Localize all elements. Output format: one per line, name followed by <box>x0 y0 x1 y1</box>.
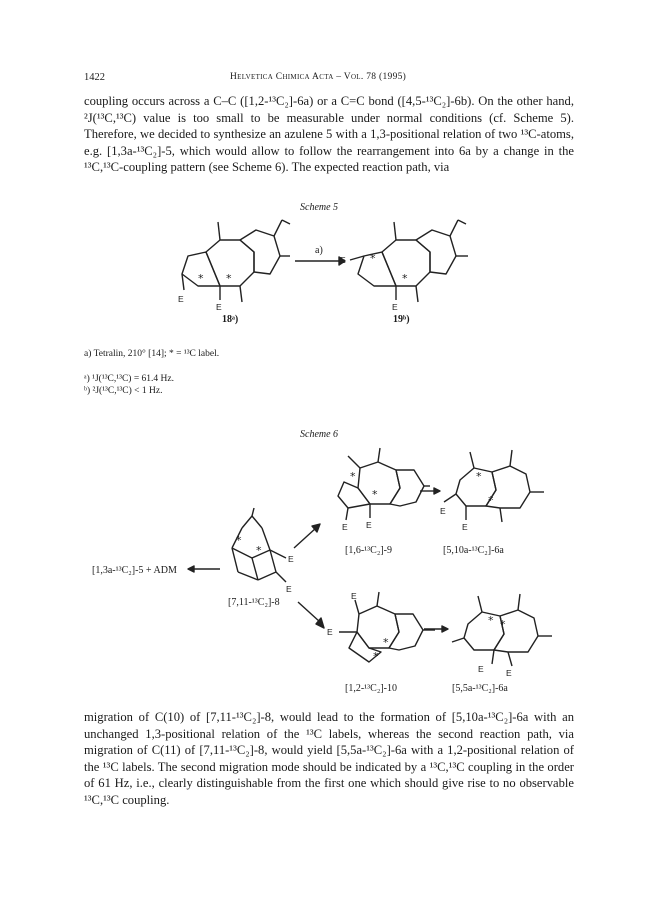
footnote-b: ᵇ) ²J(¹³C,¹³C) < 1 Hz. <box>84 386 163 396</box>
footnote-a: ᵃ) ¹J(¹³C,¹³C) = 61.4 Hz. <box>84 374 175 384</box>
label-star: * <box>198 272 204 285</box>
label-star: * <box>402 272 408 285</box>
label-star: * <box>488 614 494 627</box>
label-star: * <box>226 272 232 285</box>
page-number: 1422 <box>84 72 105 83</box>
structure-18 <box>170 210 290 315</box>
ester-label: E <box>340 255 346 265</box>
reaction-arrow <box>295 256 345 266</box>
ester-label: E <box>286 584 292 594</box>
compound-18-label: 18ᵃ) <box>222 314 239 325</box>
reaction-arrow <box>420 486 440 496</box>
compound-19-label: 19ᵇ) <box>393 314 410 325</box>
footnote-conditions: a) Tetralin, 210° [14]; * = ¹³C label. <box>84 349 220 359</box>
label-star: * <box>373 650 379 663</box>
compound-9-label: [1,6-¹³C₂]-9 <box>345 545 392 556</box>
structure-9 <box>330 448 430 533</box>
structure-6a-upper <box>440 450 550 535</box>
running-header: Helvetica Chimica Acta – Vol. 78 (1995) <box>230 72 407 82</box>
reaction-arrow <box>188 564 220 574</box>
ester-label: E <box>478 664 484 674</box>
reaction-arrow <box>292 522 322 552</box>
arrow-label: a) <box>315 245 323 256</box>
label-star: * <box>370 252 376 265</box>
reaction-arrow <box>296 600 326 630</box>
ester-label: E <box>366 520 372 530</box>
label-star: * <box>383 636 389 649</box>
starting-material-label: [1,3a-¹³C₂]-5 + ADM <box>92 565 177 576</box>
scheme-6-title: Scheme 6 <box>300 429 339 440</box>
label-star: * <box>488 494 494 507</box>
scheme-5-title: Scheme 5 <box>300 202 339 213</box>
structure-8 <box>212 508 302 593</box>
label-star: * <box>350 470 356 483</box>
label-star: * <box>476 470 482 483</box>
intermediate-label: [7,11-¹³C₂]-8 <box>228 597 280 608</box>
paragraph-top: coupling occurs across a C–C ([1,2-¹³C₂]-6a) or a C=C bond ([4,5-¹³C₂]-6b). On the other hand, ²J(¹³C,¹³C) value is too small to be measurable under normal conditions (cf. Scheme 5). Therefore, we decided to synthesize an azulene 5 with a 1,3-positional relation of two ¹³C-atoms, e.g. [1,3a-¹³C₂]-5, which would allow to follow the rearrangement into 6a by a change in the ¹³C,¹³C-coupling pattern (see Scheme 6). The expected reaction path, via <box>84 94 574 175</box>
ester-label: E <box>342 522 348 532</box>
ester-label: E <box>506 668 512 678</box>
ester-label: E <box>440 506 446 516</box>
ester-label: E <box>178 294 184 304</box>
label-star: * <box>256 544 262 557</box>
label-star: * <box>372 488 378 501</box>
compound-6a-lower-label: [5,5a-¹³C₂]-6a <box>452 683 508 694</box>
label-star: * <box>500 618 506 631</box>
compound-10-label: [1,2-¹³C₂]-10 <box>345 683 397 694</box>
reaction-arrow <box>424 624 448 634</box>
ester-label: E <box>392 302 398 312</box>
ester-label: E <box>288 554 294 564</box>
compound-6a-upper-label: [5,10a-¹³C₂]-6a <box>443 545 504 556</box>
ester-label: E <box>462 522 468 532</box>
ester-label: E <box>216 302 222 312</box>
structure-19 <box>340 210 470 315</box>
structure-6a-lower <box>448 594 558 679</box>
paragraph-bottom: migration of C(10) of [7,11-¹³C₂]-8, would lead to the formation of [5,10a-¹³C₂]-6a with an unchanged 1,3-positional relation of the ¹³C labels, whereas the second reaction path, via migration of C(11) of [7,11-¹³C₂]-8, would yield [5,5a-¹³C₂]-6a with a 1,2-positional relation of the ¹³C labels. The second migration mode should be indicated by a ¹³C,¹³C coupling in the order of 61 Hz, i.e., clearly distinguishable from the first one which should give rise to no observable ¹³C,¹³C coupling. <box>84 710 574 807</box>
structure-10 <box>325 592 435 677</box>
ester-label: E <box>351 591 357 601</box>
label-star: * <box>236 534 242 547</box>
ester-label: E <box>327 627 333 637</box>
